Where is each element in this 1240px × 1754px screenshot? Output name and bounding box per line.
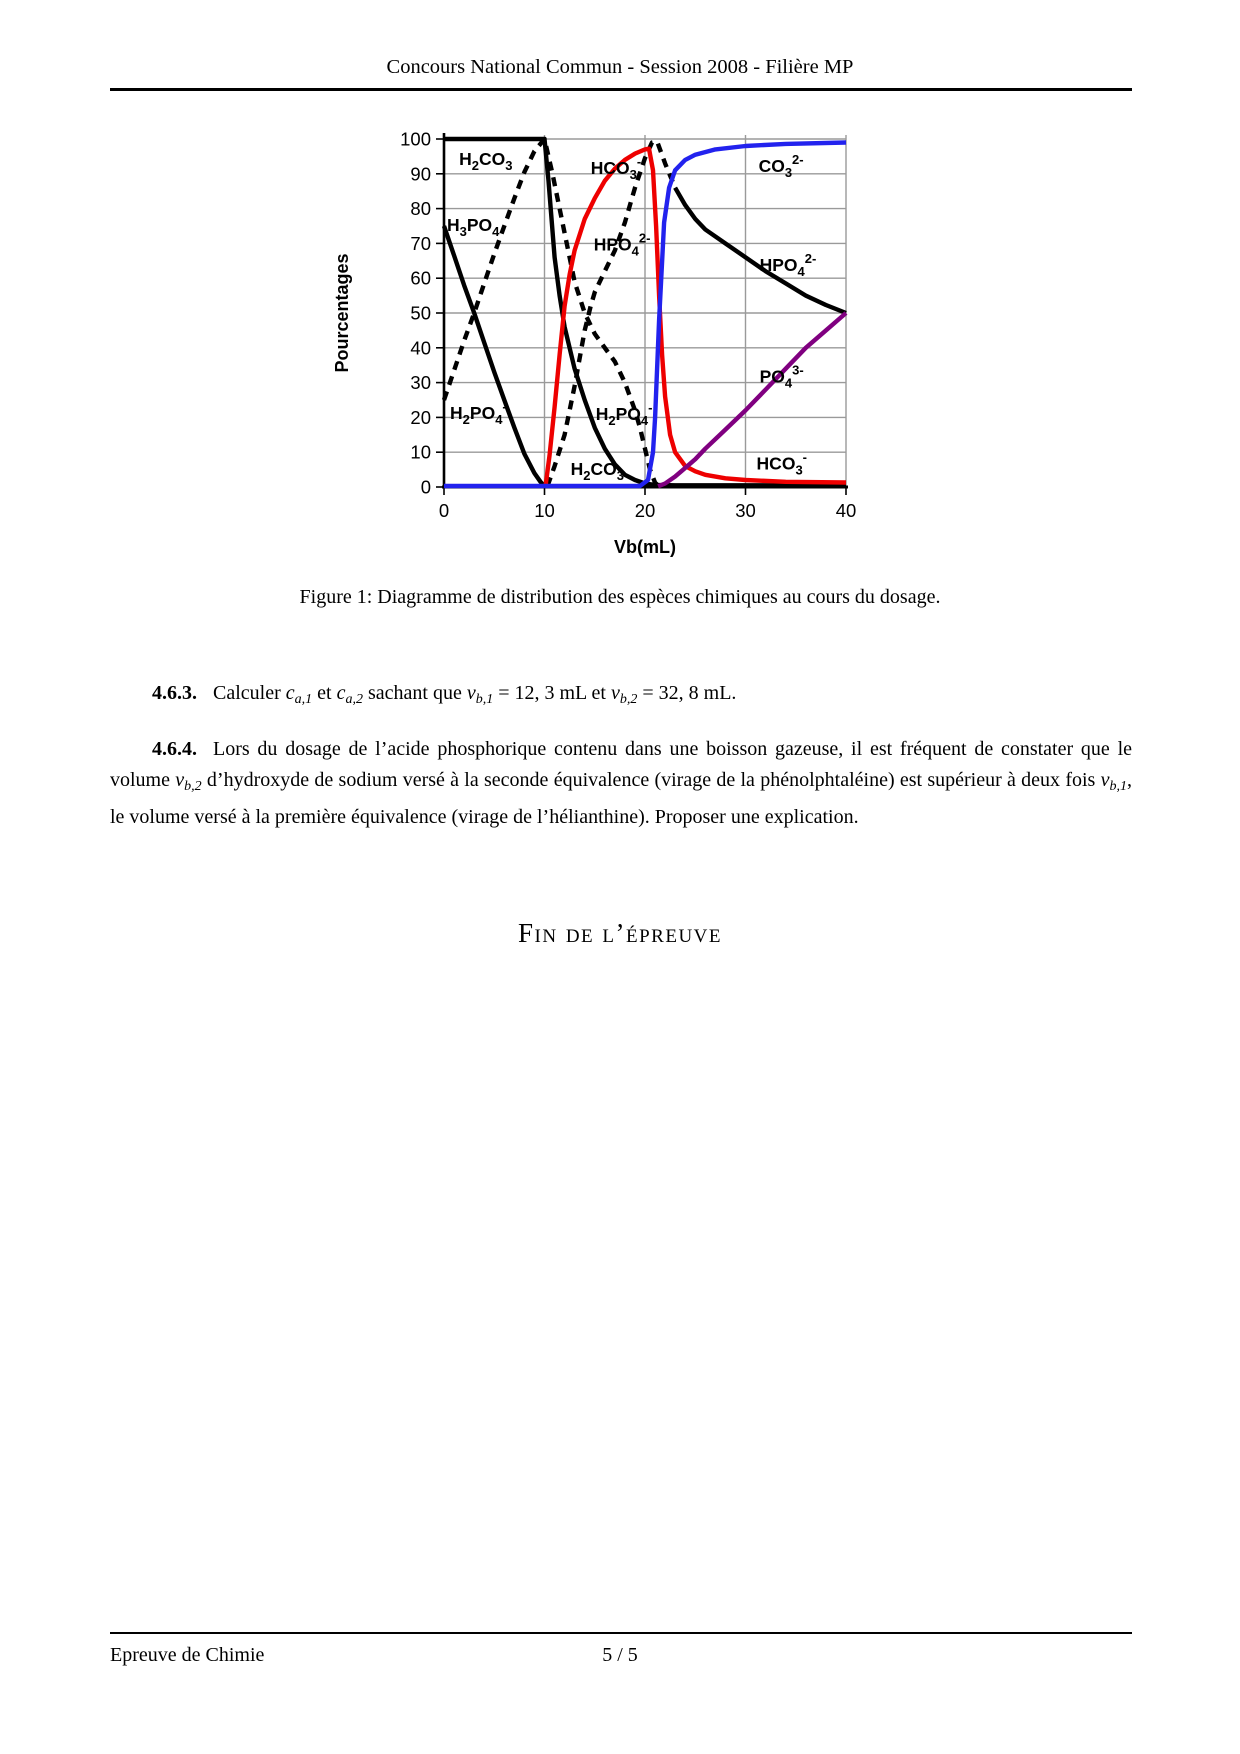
y-tick-label: 80 (410, 198, 431, 220)
y-tick-label: 30 (410, 372, 431, 394)
x-tick-label: 0 (438, 500, 450, 521)
page-header: Concours National Commun - Session 2008 - Filière MP (386, 56, 854, 78)
species-label: $CO_3^{2-}$ (758, 152, 804, 181)
species-label: $HCO_3^-$ (590, 153, 642, 182)
y-tick-label: 50 (410, 302, 431, 324)
x-tick-label: 40 (835, 500, 857, 521)
figure-caption: Figure 1: Diagramme de distribution des espèces chimiques au cours du dosage. (299, 586, 941, 608)
question-number: 4.6.3. (152, 682, 197, 704)
curve-po4-3 (658, 313, 846, 486)
species-label: $H_3PO_4$ (447, 215, 500, 240)
species-label: $H_2CO_3$ (459, 149, 513, 174)
x-tick-label: 30 (735, 500, 756, 521)
y-tick-label: 40 (410, 337, 431, 359)
end-of-exam-text: Fin de l’épreuve (518, 918, 722, 948)
x-tick-label: 20 (634, 500, 656, 521)
species-label: $H_2CO_3$ (570, 458, 624, 483)
section-4-6-4 (110, 734, 1132, 833)
question-number: 4.6.4. (152, 738, 197, 760)
footer-page-number: 5 / 5 (602, 1644, 638, 1666)
gridlines (444, 135, 846, 487)
question-text: Calculer $c_{a,1}$ et $c_{a,2}$ sachant que $v_{b,1} = 12$, 3 mL et $v_{b,2} = 32$, 8 mL. (213, 682, 737, 708)
section-4-6-3 (110, 678, 1132, 715)
x-tick-label: 10 (534, 500, 555, 521)
y-tick-label: 90 (410, 163, 431, 185)
curve-hco3- (546, 149, 847, 487)
species-label: $H_2PO_4^-$ (450, 399, 507, 428)
species-label: $HPO_4^{2-}$ (759, 251, 817, 280)
y-tick-label: 100 (400, 128, 431, 150)
footer-subject: Epreuve de Chimie (110, 1644, 265, 1666)
x-axis-title: Vb(mL) (614, 537, 676, 557)
axes (332, 133, 848, 557)
curve-h3po4 (444, 226, 545, 486)
species-label: $PO_4^{3-}$ (759, 362, 804, 391)
y-tick-label: 10 (410, 441, 431, 463)
y-tick-label: 70 (410, 232, 431, 254)
species-label: $HCO_3^-$ (756, 449, 808, 478)
question-text: Lors du dosage de l’acide phosphorique contenu dans une boisson gazeuse, il est fréquent de constater que le volume $v_{b,2}$ d’hydroxyde de sodium versé à la seconde équivalence (virage de la phénolphtaléine) est supérieur à deux fois $v_{b,1}$, le volume versé à la première équivalence (virage de l’hélianthine). Proposer une explication. (110, 738, 1132, 829)
footer-rule (110, 1632, 1132, 1634)
curve-hpo4-2-descente (675, 188, 846, 313)
y-tick-label: 0 (420, 476, 431, 498)
distribution-chart (318, 105, 858, 575)
species-label: $HPO_4^{2-}$ (593, 230, 651, 259)
species-labels (447, 149, 816, 483)
chart-svg (318, 105, 858, 575)
y-tick-label: 60 (410, 267, 431, 289)
header-rule (110, 88, 1132, 91)
y-axis-title: Pourcentages (332, 253, 352, 373)
species-label: $H_2PO_4^-$ (595, 400, 653, 429)
y-tick-label: 20 (410, 406, 431, 428)
